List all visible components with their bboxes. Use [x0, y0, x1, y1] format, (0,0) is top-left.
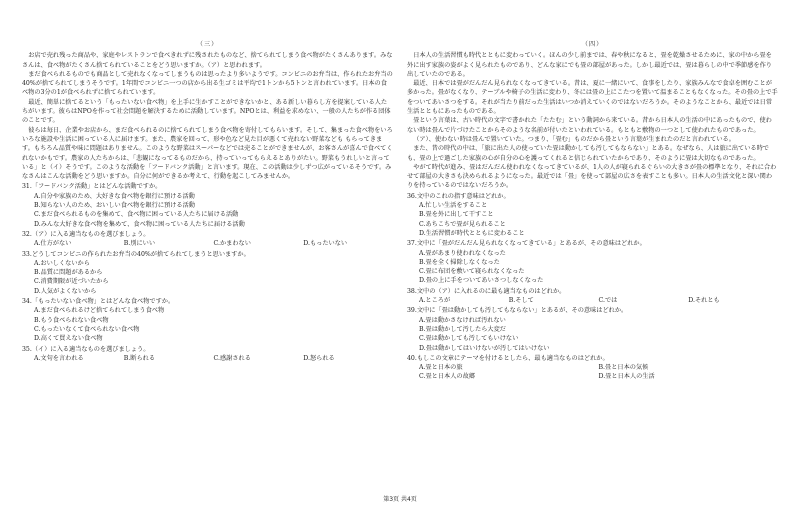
question-stem: 31.「フードバンク活動」とはどんな活動ですか。 — [22, 183, 162, 191]
answer-option: D.怒られる — [303, 354, 335, 362]
question-stem: 36.文中のこれの指す意味はどれか。 — [407, 192, 510, 200]
answer-option: D.畳と日本人の生活 — [598, 373, 655, 381]
answer-options — [407, 363, 778, 382]
question-list — [407, 192, 778, 382]
answer-option: C.畳は動かしても汚してもいけない — [419, 335, 519, 343]
answer-option: B.別にいい — [123, 240, 156, 248]
question-stem: 39.文中に「畳は動かしても汚してもならない」とあるが、その意味はどれか。 — [407, 307, 628, 315]
passage-paragraph: 畳という言葉は、古い時代の文字で書かれた「たたむ」という動詞から来ている。昔から日本人の生活の中にあったもので、使わない時は畳んで片づけたことからそのような名前が付いたといわれている。もともと敷物の一つとして使われたものであった。 — [407, 117, 772, 134]
reading-section-4 — [407, 40, 778, 524]
section-title: （三） — [196, 41, 219, 48]
answer-option: C.消費期限が近づいたから — [34, 278, 109, 286]
answer-option: A.忙しい生活をすること — [419, 202, 488, 210]
answer-options — [22, 239, 393, 248]
answer-option: D.もったいない — [303, 240, 348, 248]
answer-option: C.あちこちで畳が見られること — [419, 220, 506, 228]
answer-options — [407, 249, 778, 286]
question-stem: 32.（ア）に入る適当なものを選びましょう。 — [22, 230, 150, 238]
answer-options — [22, 354, 393, 363]
answer-option: B.そして — [508, 297, 534, 305]
answer-option: B.畳と日本の気候 — [598, 364, 649, 372]
passage-paragraph: 最近、日本では畳がだんだん見られなくなってきている。昔は、夏に一緒にいて、食事をしたり、家族みんなで食卓を囲むことが多かった。畳がなくなり、テーブルや椅子の生活に変わり、冬には畳の上にこたつを置いて温まることもなくなった。その畳の上で手をついてあいさつをする。それが当たり前だった生活はいつか消えていくのではないだろうか。そのようなことから、最近では日常生活とともにあったものである。 — [407, 80, 778, 116]
passage-paragraph: また、昔の時代の中は、「旅に出た人の使っていた畳は動かしても汚してもならない」とある。なぜなら、人は旅に出ている時でも、畳の上で過ごした家族の心が自分の心を護ってくれると信じられていたからであり、そのように畳は大切なものであった。 — [407, 145, 769, 162]
answer-option: D.人気がよくないから — [34, 287, 97, 295]
passage-paragraph: やがて時代が進み、畳はだんだん使われなくなってきているが、1人の人が寝られるぐらいの大きさが畳の標準となり、それに合わせて部屋の大きさも決められるようになった。最近では「畳」を使って部屋の広さを表すことも多い。日本人の生活文化と深い関わりを持っているのではないだろうか。 — [407, 163, 777, 190]
answer-option: D.それとも — [688, 297, 720, 305]
passage-paragraph: 彼らは毎日、企業やお店から、まだ食べられるのに捨てられてしまう食べ物を寄付してもらいます。そして、集まった食べ物をいろいろな施設や生活に困っている人に届けます。また、農家を回って、形や色など見た目が悪くて売れない野菜なども もらってきます。もちろん品質や味に問題はありません。このような野菜はスーパーなどでは売ることができませんが、お客さんが喜んで食べてくれないかもです。農家の人たちからは、「悲観になってるものだから、持っていってもらえるとありがたい。野菜もうれしいと言っている」と（イ）そうです。このような活動を「フードバンク活動」と言います。現在、この活動は少しずつ広がっているそうです。みなさんはこんな活動をどう思いますか。自分に何ができるか考えて、行動を起こしてみませんか。 — [22, 126, 393, 181]
question-stem: 37.文中に「畳がだんだん見られなくなってきている」とあるが、その意味はどれか。 — [407, 240, 646, 248]
question-list — [22, 182, 393, 363]
answer-option: D.畳の上に手をついてあいさつしなくなった — [419, 277, 544, 285]
answer-option: B.畳を全く掃除しなくなった — [419, 258, 500, 266]
passage — [22, 51, 393, 181]
answer-option: C.もったいなくて食べられない食べ物 — [34, 325, 140, 333]
answer-option: C.では — [598, 297, 618, 305]
answer-option: B.知らない人のため、おいしい食べ物を銀行に預ける活動 — [34, 202, 195, 210]
answer-option: B.畳を外に出して干すこと — [419, 211, 494, 219]
answer-option: D.生活習慣が時代とともに変わること — [419, 229, 525, 237]
passage-paragraph: 日本人の生活習慣も時代とともに変わっていく。ほんの少し前までは、春や秋になると、畳を乾燥させるために、家の中から畳を外に出す家族の姿がよく見られたものであり、どんな家にでも畳の部屋があった。しかし最近では、畳は暮らしの中で季節感を作り出していたのである。 — [407, 52, 772, 78]
question — [407, 354, 778, 382]
answer-option: A.畳と日本の旅 — [419, 364, 463, 372]
answer-option: A.仕方がない — [34, 240, 72, 248]
page-number: 第3页 共4页 — [383, 496, 417, 503]
question — [407, 239, 778, 285]
answer-options — [407, 201, 778, 238]
answer-options — [22, 259, 393, 296]
question — [22, 230, 393, 249]
answer-option: D.みんな大好きな食べ物を集めて、食べ物に困っている人たちに届ける活動 — [34, 220, 245, 228]
answer-option: C.かまわない — [213, 240, 251, 248]
answer-options — [22, 192, 393, 229]
question — [407, 287, 778, 306]
answer-option: B.品質に問題があるから — [34, 269, 103, 277]
question — [22, 250, 393, 296]
question — [407, 306, 778, 352]
passage-paragraph: まだ食べられるものでも商品として売れなくなってしまうものは思ったより多いようです。コンビニのお弁当は、作られたお弁当の40%が捨てられてしまうそうです。1年間でコンビニ一つの店から出る生ゴミは平均で1トンから5トンと言われています。日本の食べ物の3分の1が食べられずに捨てられています。 — [22, 70, 393, 97]
section-title: （四） — [581, 41, 604, 48]
answer-option: A.畳があまり使われなくなった — [419, 249, 506, 257]
question — [22, 297, 393, 343]
question — [22, 345, 393, 364]
answer-options — [407, 296, 778, 305]
answer-option: D.畳は動かしてはいけないが汚してはいけない — [419, 344, 550, 352]
answer-option: C.まだ食べられるものを集めて、食べ物に困っている人たちに届ける活動 — [34, 211, 239, 219]
answer-option: A.畳は動かさなければ汚れない — [419, 316, 506, 324]
answer-option: B.畳は動かして汚したら大変だ — [419, 325, 506, 333]
answer-options — [407, 316, 778, 353]
answer-option: A.自分や家族のため、大好きな食べ物を銀行に預ける活動 — [34, 192, 195, 200]
answer-option: C.感謝される — [213, 354, 251, 362]
answer-option: A.文句を言われる — [34, 354, 84, 362]
reading-section-3 — [22, 40, 393, 524]
answer-option: A.おいしくないから — [34, 259, 90, 267]
passage-paragraph: （ア）、使わない時は畳んで置いていた。つまり、「畳む」ものだから畳という言葉が生まれたのだと言われている。 — [413, 135, 735, 143]
question — [22, 182, 393, 228]
passage-paragraph: お店で売れ残った商品や、家庭やレストランで食べきれずに残されたものなど、捨てられてしまう食べ物がたくさんあります。みなさんは、食べ物がたくさん捨てられていることをどう思いますか。（ア）と思われます。 — [22, 52, 393, 69]
answer-option: B.もう食べられない食べ物 — [34, 316, 109, 324]
question-stem: 40.もしこの文章にテーマを付けるとしたら、最も適当なものはどれか。 — [407, 354, 609, 362]
question-stem: 35.（イ）に入る適当なものを選びましょう。 — [22, 345, 150, 353]
question — [407, 192, 778, 238]
question-stem: 38.文中の（ア）に入れるのに最も適当なものはどれか。 — [407, 287, 566, 295]
answer-option: D.高くて買えない食べ物 — [34, 335, 103, 343]
answer-option: A.ところが — [419, 297, 451, 305]
passage-paragraph: 最近、簡単に捨てるという「もったいない食べ物」を上手に生かすことができないかと、ある新しい暮らし方を提案している人たちがいます。彼らはNPOを作って社会問題を解決するために活動しています。NPOとは、利益を求めない、一般の人たちが作る団体のことです。 — [22, 98, 391, 125]
answer-option: B.断られる — [123, 354, 156, 362]
answer-options — [22, 306, 393, 343]
question-stem: 34.「もったいない食べ物」とはどんな食べ物ですか。 — [22, 298, 175, 306]
answer-option: A.まだ食べられるけど捨てられてしまう食べ物 — [34, 307, 165, 315]
answer-option: C.畳に布団を敷いて寝られなくなった — [419, 268, 525, 276]
answer-option: C.畳と日本人の故郷 — [419, 373, 475, 381]
passage — [407, 51, 778, 190]
question-stem: 33.どうしてコンビニの作られたお弁当の40%が捨てられてしまうと思いますか。 — [22, 250, 250, 258]
